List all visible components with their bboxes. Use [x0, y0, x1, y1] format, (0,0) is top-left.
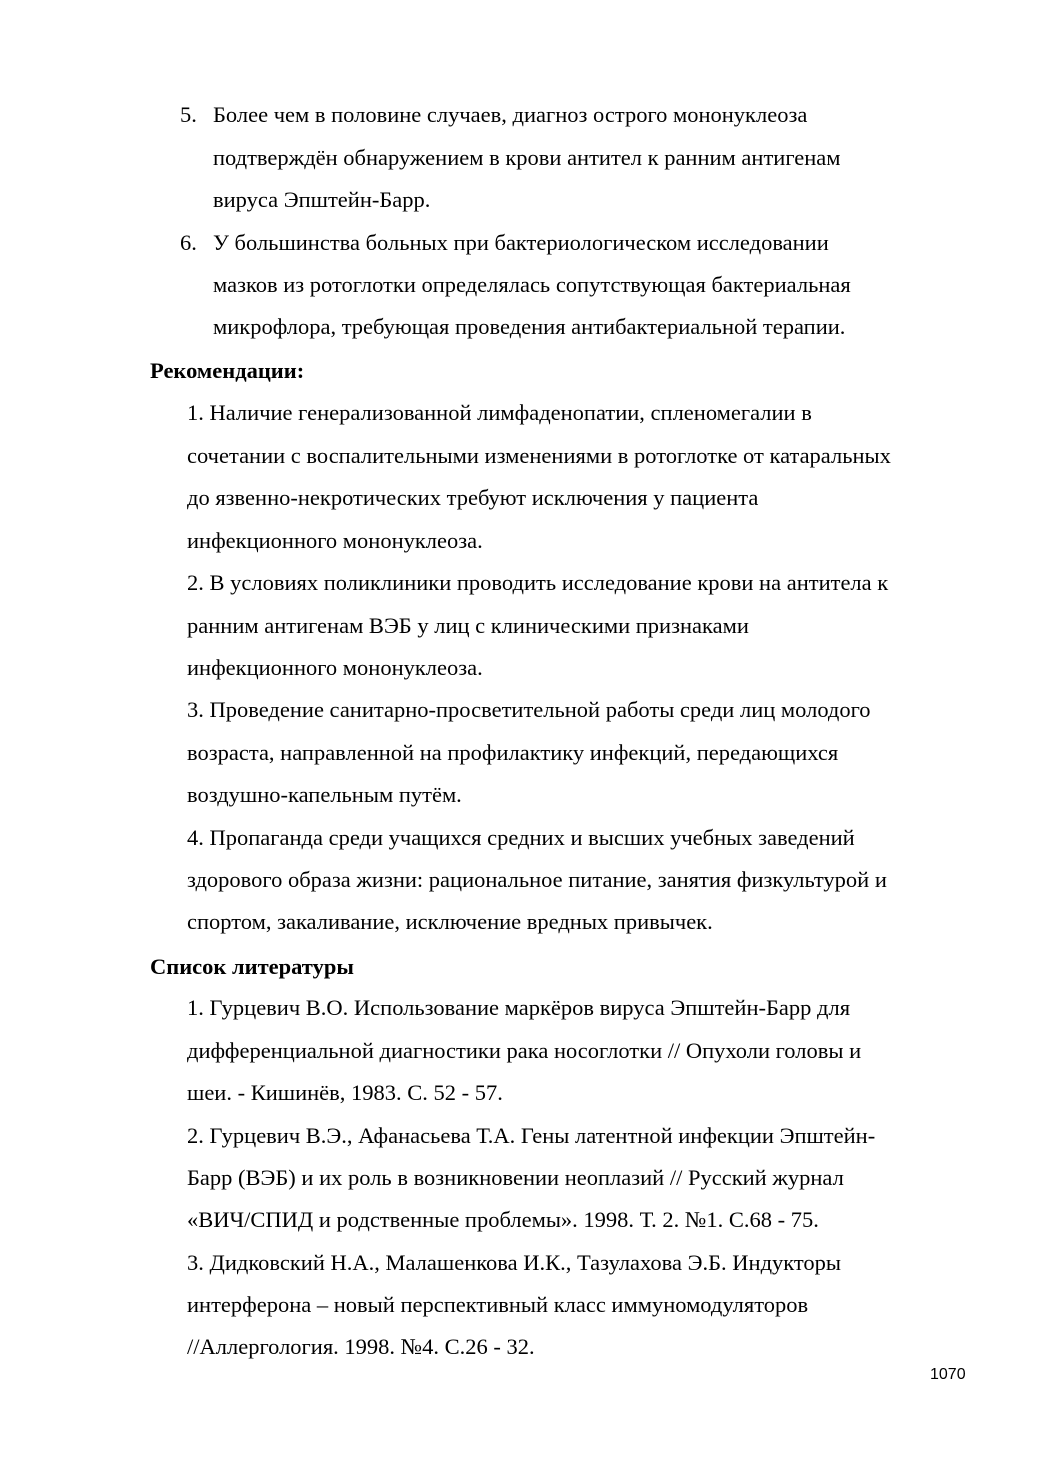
- conclusion-6-line-1: У большинства больных при бактериологическом исследовании: [213, 230, 829, 255]
- reference-line: «ВИЧ/СПИД и родственные проблемы». 1998. Т. 2. №1. С.68 - 75.: [187, 1207, 819, 1232]
- conclusion-number-6: 6.: [180, 230, 197, 255]
- references-heading: Список литературы: [150, 954, 354, 979]
- recommendation-line: до язвенно-некротических требуют исключения у пациента: [187, 485, 759, 510]
- recommendation-line: 4. Пропаганда среди учащихся средних и высших учебных заведений: [187, 825, 855, 850]
- conclusion-5-line-3: вируса Эпштейн-Барр.: [213, 187, 431, 212]
- reference-line: дифференциальной диагностики рака носоглотки // Опухоли головы и: [187, 1038, 862, 1063]
- recommendation-line: инфекционного мононуклеоза.: [187, 528, 483, 553]
- recommendation-line: 2. В условиях поликлиники проводить исследование крови на антитела к: [187, 570, 889, 595]
- reference-line: 1. Гурцевич В.О. Использование маркёров вируса Эпштейн-Барр для: [187, 995, 851, 1020]
- conclusion-6-line-2: мазков из ротоглотки определялась сопутствующая бактериальная: [213, 272, 851, 297]
- recommendation-line: возраста, направленной на профилактику инфекций, передающихся: [187, 740, 839, 765]
- recommendation-line: сочетании с воспалительными изменениями в ротоглотке от катаральных: [187, 443, 891, 468]
- conclusion-5-line-2: подтверждён обнаружением в крови антител к ранним антигенам: [213, 145, 841, 170]
- reference-line: интерферона – новый перспективный класс иммуномодуляторов: [187, 1292, 809, 1317]
- reference-line: шеи. - Кишинёв, 1983. С. 52 - 57.: [187, 1080, 503, 1105]
- reference-line: 2. Гурцевич В.Э., Афанасьева Т.А. Гены латентной инфекции Эпштейн-: [187, 1123, 876, 1148]
- recommendation-line: здорового образа жизни: рациональное питание, занятия физкультурой и: [187, 867, 887, 892]
- recommendation-line: 3. Проведение санитарно-просветительной работы среди лиц молодого: [187, 697, 871, 722]
- reference-line: //Аллергология. 1998. №4. С.26 - 32.: [187, 1334, 535, 1359]
- conclusion-6-line-3: микрофлора, требующая проведения антибактериальной терапии.: [213, 314, 846, 339]
- reference-line: Барр (ВЭБ) и их роль в возникновении неоплазий // Русский журнал: [187, 1165, 844, 1190]
- recommendation-line: спортом, закаливание, исключение вредных привычек.: [187, 909, 713, 934]
- recommendations-heading: Рекомендации:: [150, 358, 305, 383]
- reference-line: 3. Дидковский Н.А., Малашенкова И.К., Тазулахова Э.Б. Индукторы: [187, 1250, 842, 1275]
- page-number: 1070: [930, 1366, 966, 1383]
- recommendation-line: ранним антигенам ВЭБ у лиц с клиническими признаками: [187, 613, 749, 638]
- conclusion-number-5: 5.: [180, 102, 197, 127]
- recommendation-line: воздушно-капельным путём.: [187, 782, 462, 807]
- recommendation-line: инфекционного мононуклеоза.: [187, 655, 483, 680]
- recommendation-line: 1. Наличие генерализованной лимфаденопатии, спленомегалии в: [187, 400, 812, 425]
- conclusion-5-line-1: Более чем в половине случаев, диагноз острого мононуклеоза: [213, 102, 808, 127]
